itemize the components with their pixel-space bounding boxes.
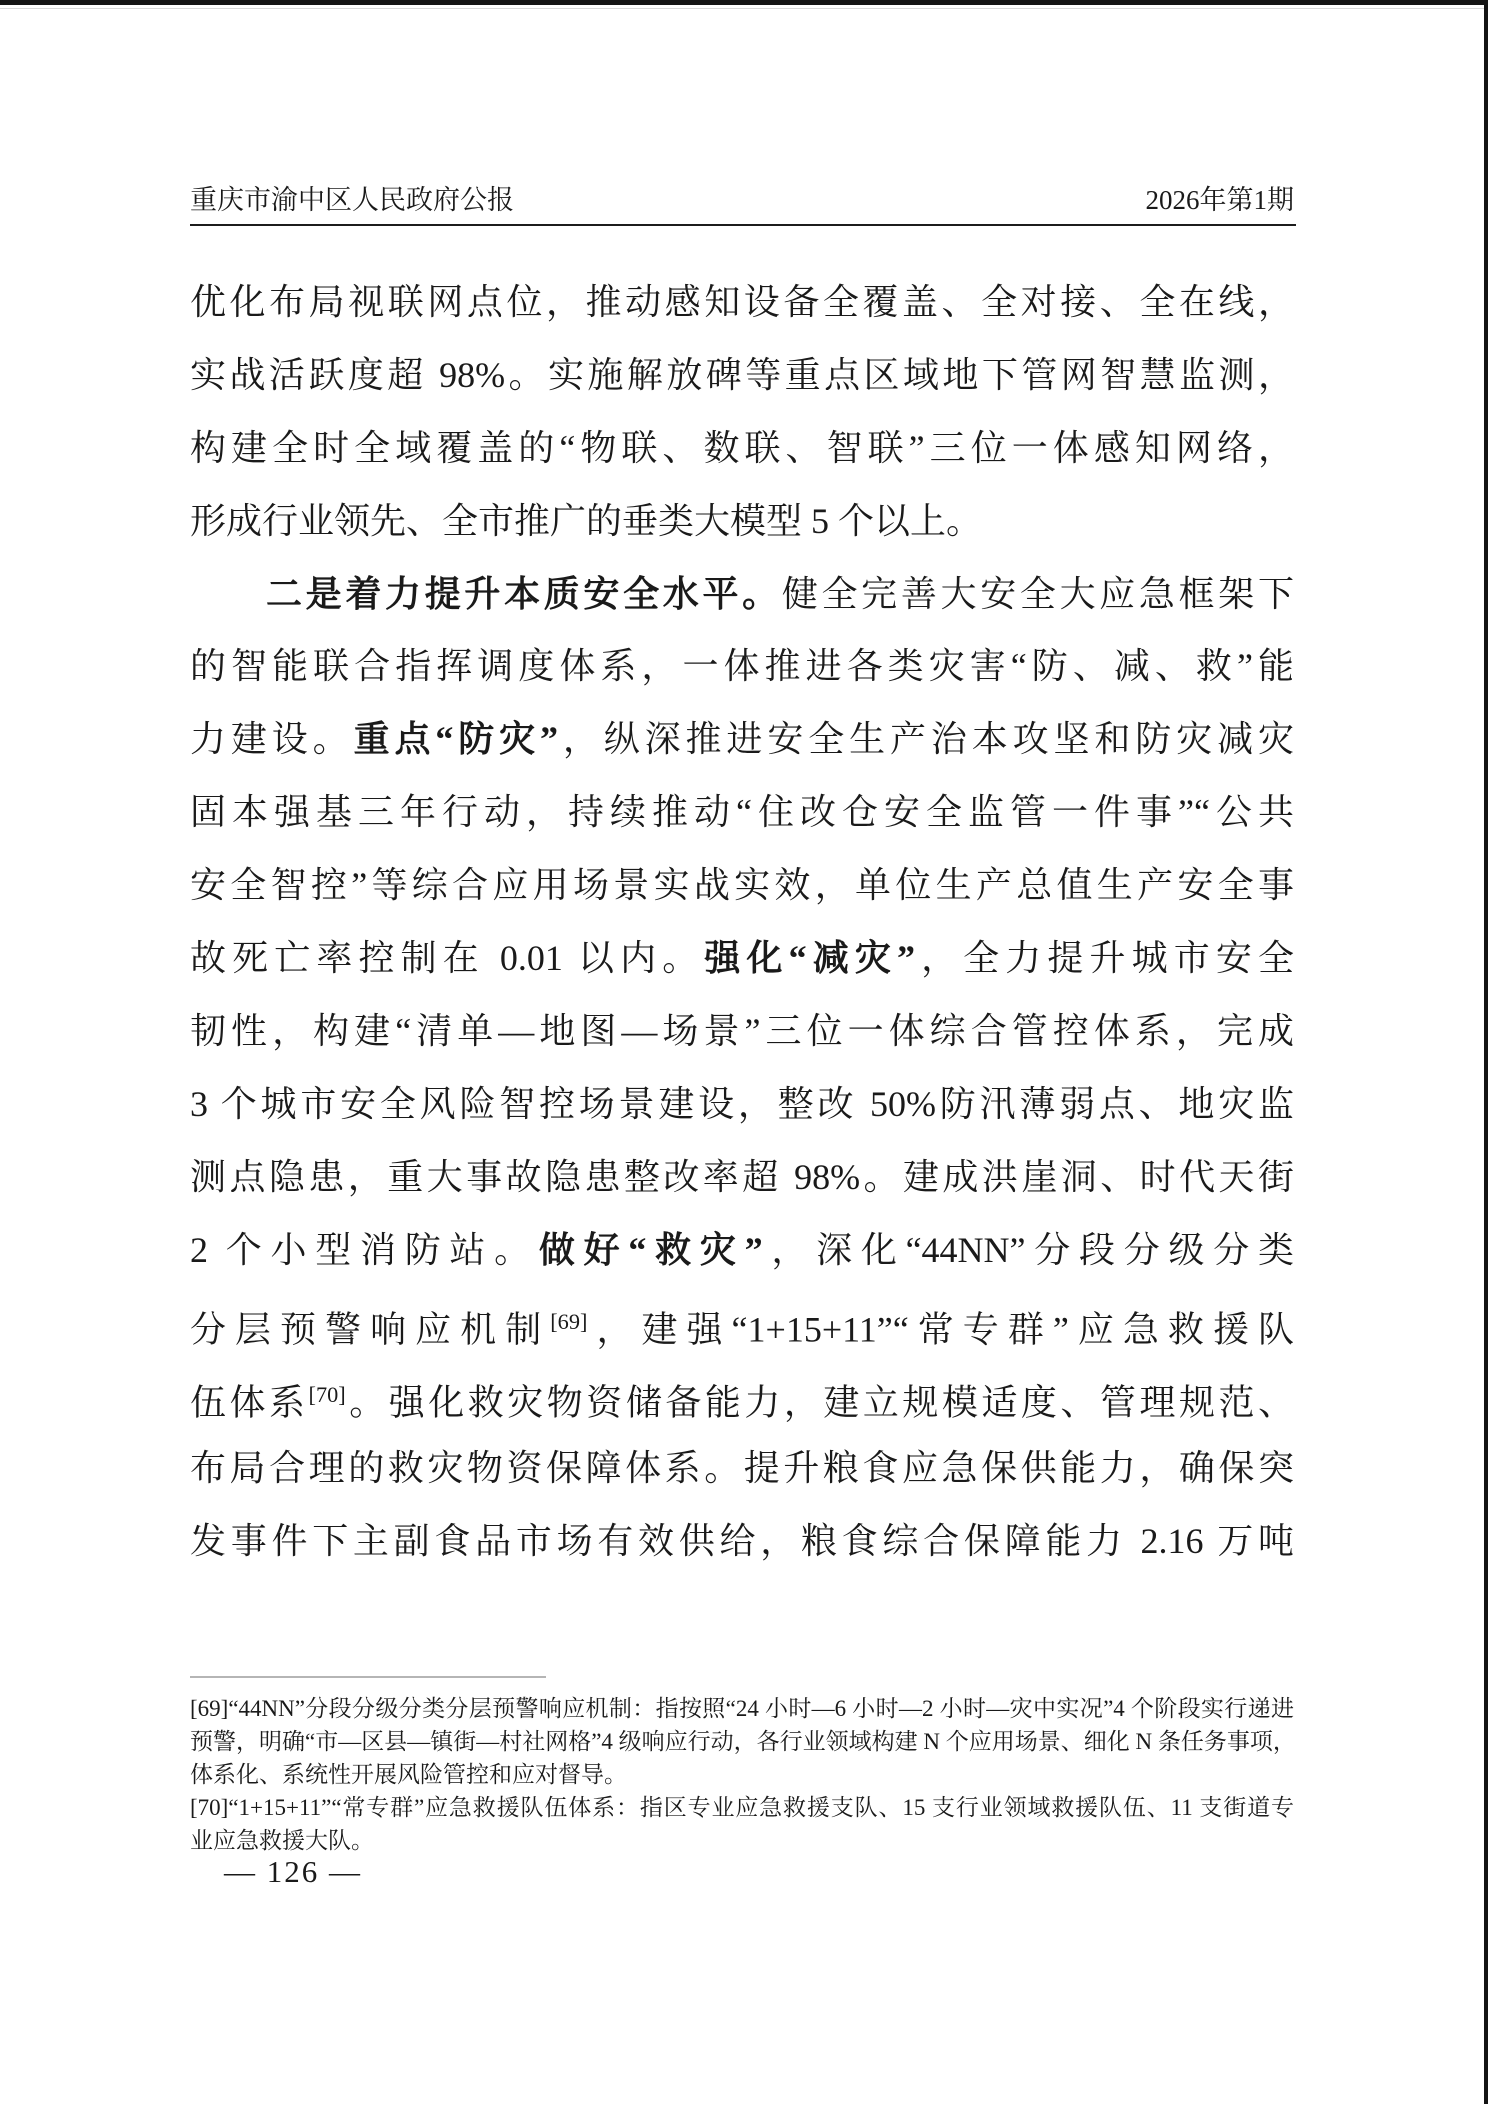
text-segment: [70]“1+15+11”“常专群”应急救援队伍体系：指区专业应急救援支队、15 支行业领域救援队伍、11 支街道专 [190,1795,1294,1820]
text-segment: 发事件下主副食品市场有效供给，粮食综合保障能力 2.16 万吨 [190,1521,1294,1562]
text-segment: [69]“44NN”分段分级分类分层预警响应机制：指按照“24 小时—6 小时—2 小时—灾中实况”4 个阶段实行递进 [190,1696,1294,1721]
header-issue: 2026年第1期 [1145,185,1294,215]
text-line [190,339,1294,412]
text-line [190,849,1294,922]
text-segment: 测点隐患，重大事故隐患整改率超 98%。建成洪崖洞、时代天街 [190,1156,1294,1197]
footnote-ref: [69] [550,1309,588,1335]
text-line [190,1791,1294,1824]
text-line [190,630,1294,703]
emphasis-text: 做好“救灾” [538,1229,763,1270]
text-segment: 。强化救灾物资储备能力，建立规模适度、管理规范、 [345,1382,1294,1423]
text-segment: ，全力提升城市安全 [914,938,1294,979]
text-segment: 伍体系 [190,1382,309,1423]
text-segment: 故死亡率控制在 0.01 以内。 [190,938,705,979]
text-segment: 实战活跃度超 98%。实施解放碑等重点区域地下管网智慧监测， [190,354,1294,395]
text-segment: 预警，明确“市—区县—镇街—村社网格”4 级响应行动，各行业领域构建 N 个应用场景、细化 N 条任务事项， [190,1729,1296,1754]
page-number: — 126 — [224,1854,362,1889]
text-line [190,1068,1294,1141]
text-segment: 3 个城市安全风险智控场景建设，整改 50%防汛薄弱点、地灾监 [190,1083,1294,1124]
text-line [190,1758,1294,1791]
emphasis-text: 重点“防灾” [353,719,558,760]
text-segment: ，深化“44NN”分段分级分类 [762,1229,1294,1270]
text-segment: 固本强基三年行动，持续推动“住改仓安全监管一件事”“公共 [190,792,1294,833]
text-segment: ，纵深推进安全生产治本攻坚和防灾减灾 [558,719,1294,760]
text-line [190,1286,1294,1359]
text-line [190,1725,1294,1758]
emphasis-text: 二是着力提升本质安全水平。 [266,573,782,614]
text-segment: 构建全时全域覆盖的“物联、数联、智联”三位一体感知网络， [190,427,1294,468]
text-line [190,1692,1294,1725]
text-line [190,1141,1294,1214]
text-line [190,1359,1294,1432]
text-line [190,1505,1294,1578]
text-line [190,776,1294,849]
text-line [190,412,1294,485]
footnote-ref: [70] [308,1382,346,1408]
header-title: 重庆市渝中区人民政府公报 [190,185,514,215]
text-line [190,922,1294,995]
body-text [190,266,1294,1578]
text-segment: 韧性，构建“清单—地图—场景”三位一体综合管控体系，完成 [190,1010,1294,1051]
text-segment: ，建强“1+15+11”“常专群”应急救援队 [587,1309,1294,1350]
text-segment: 健全完善大安全大应急框架下 [781,573,1294,614]
text-segment: 业应急救援大队。 [190,1828,374,1853]
text-segment: 布局合理的救灾物资保障体系。提升粮食应急保供能力，确保突 [190,1448,1294,1489]
footnote-separator [190,1676,546,1678]
text-line [190,485,1294,558]
scan-edge-top [0,0,1488,5]
text-line [190,995,1294,1068]
scan-edge-right [1484,0,1488,2104]
text-segment: 安全智控”等综合应用场景实战实效，单位生产总值生产安全事 [190,865,1294,906]
text-line [190,703,1294,776]
text-segment: 优化布局视联网点位，推动感知设备全覆盖、全对接、全在线， [190,282,1294,322]
text-segment: 分层预警响应机制 [190,1309,551,1350]
footnotes [190,1692,1294,1857]
text-segment: 的智能联合指挥调度体系，一体推进各类灾害“防、减、救”能 [190,646,1294,687]
emphasis-text: 强化“减灾” [704,938,915,979]
text-line [190,558,1294,631]
scan-edge-top-hairline [0,8,1488,9]
text-segment: 形成行业领先、全市推广的垂类大模型 5 个以上。 [190,500,983,541]
text-line [190,1432,1294,1505]
text-line [190,266,1294,339]
page-header [190,184,1294,216]
text-segment: 2 个小型消防站。 [190,1229,539,1270]
header-rule [190,224,1296,226]
text-segment: 力建设。 [190,719,354,760]
text-line [190,1214,1294,1287]
text-segment: 体系化、系统性开展风险管控和应对督导。 [190,1762,627,1787]
